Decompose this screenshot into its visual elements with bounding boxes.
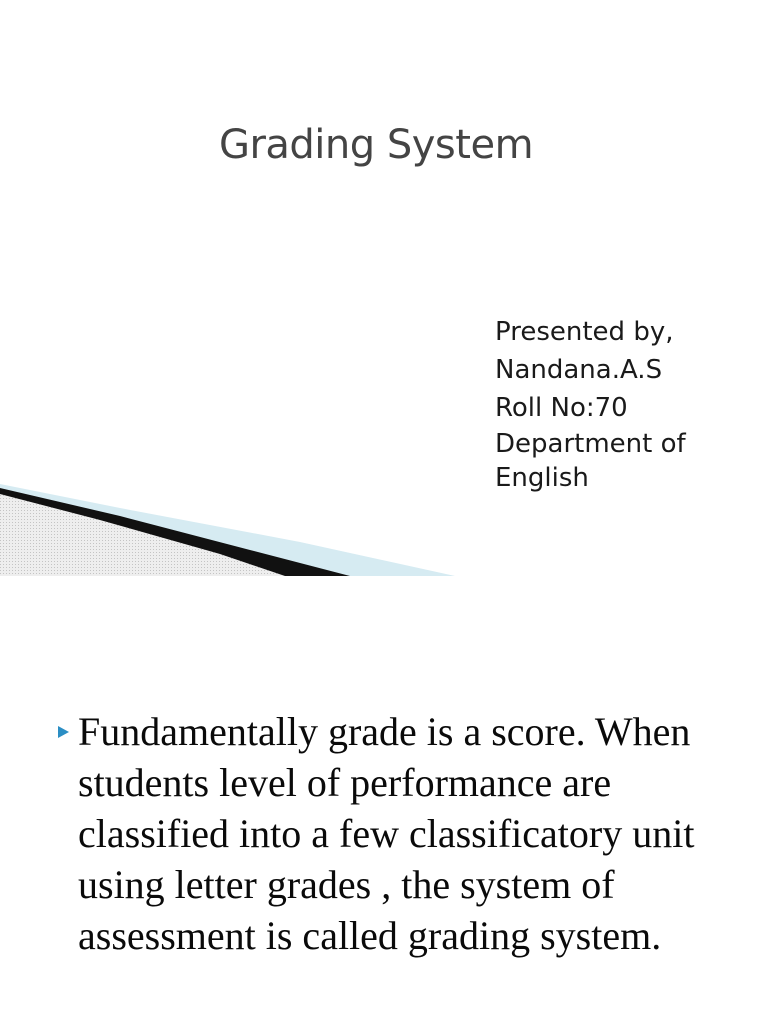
roll-number: Roll No:70 (495, 393, 628, 423)
presented-by-label: Presented by, (495, 317, 674, 347)
slide-title: Grading System (218, 122, 534, 168)
department-line-1: Department of (495, 429, 686, 459)
bullet-arrow-icon (58, 726, 69, 738)
slide-2 (0, 576, 768, 1024)
presenter-info (495, 313, 735, 495)
presenter-name: Nandana.A.S (495, 355, 663, 385)
decorative-swoosh (0, 480, 460, 576)
bullet-text: Fundamentally grade is a score. When students level of performance are classified into a few classificatory unit using letter grades , the system of assessment is called grading system. (78, 709, 695, 958)
department-line-2: English (495, 463, 589, 493)
